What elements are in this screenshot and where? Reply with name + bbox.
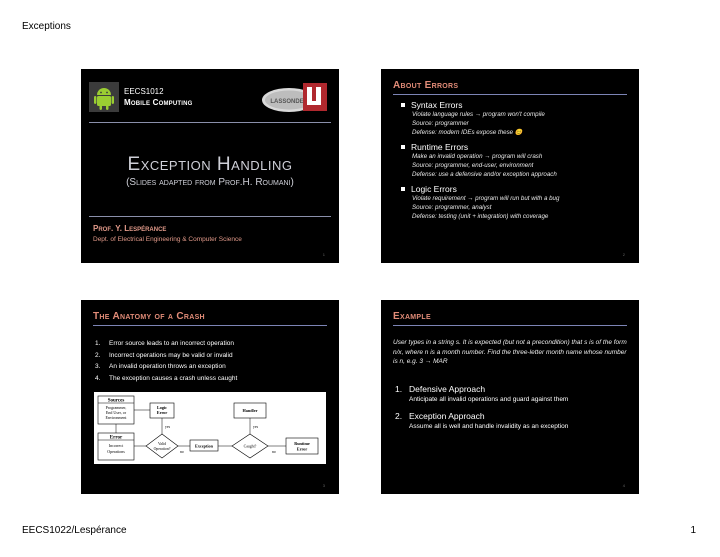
list-item: 2. Exception Approach Assume all is well and handle invalidity as an exception xyxy=(395,411,631,430)
svg-text:no: no xyxy=(180,450,184,454)
slide-title: The Anatomy of a Crash xyxy=(93,311,205,322)
list-item: 4. The exception causes a crash unless caught xyxy=(95,374,238,382)
bullet-item xyxy=(401,100,631,137)
page-number: 1 xyxy=(690,525,696,536)
title-rule xyxy=(393,94,627,95)
svg-text:Handler: Handler xyxy=(242,408,258,413)
bullet-detail: Violate language rules → program won't compile xyxy=(412,111,545,118)
title-rule xyxy=(93,325,327,326)
professor-name: Prof. Y. Lespérance xyxy=(93,224,167,233)
sources-title: Sources xyxy=(107,398,125,404)
department-name: Dept. of Electrical Engineering & Computer Science xyxy=(93,236,242,243)
divider xyxy=(89,122,331,123)
list-item: 3. An invalid operation throws an exception xyxy=(95,363,226,370)
bullet-detail: Source: programmer, end-user, environment xyxy=(412,162,534,169)
course-name: Mobile Computing xyxy=(124,98,193,107)
svg-text:yes: yes xyxy=(165,425,171,429)
svg-text:Environment: Environment xyxy=(105,415,127,420)
svg-text:End User, or: End User, or xyxy=(105,410,127,415)
logo-text: LASSONDE xyxy=(270,99,304,105)
slide-4 xyxy=(381,300,639,494)
slide-title: Example xyxy=(393,311,431,322)
bullet-detail: Defense: use a defensive and/or exception approach xyxy=(412,171,557,178)
bullet-detail: Defense: modern IDEs expose these 😊 xyxy=(412,129,523,136)
bullet-item xyxy=(401,184,631,221)
approach-detail: Assume all is well and handle invalidity as an exception xyxy=(409,423,569,430)
slide-number: 2 xyxy=(622,252,625,257)
bullet-list xyxy=(401,100,631,226)
svg-text:Error: Error xyxy=(296,446,308,452)
divider xyxy=(89,216,331,217)
android-logo-icon xyxy=(89,82,119,112)
bullet-square-icon xyxy=(401,103,405,107)
svg-text:Programmer,: Programmer, xyxy=(105,405,127,410)
valid-operation-diamond xyxy=(146,434,178,458)
crash-flow-diagram xyxy=(94,392,326,464)
slide-title: About Errors xyxy=(393,80,459,91)
bullet-square-icon xyxy=(401,187,405,191)
slide-number: 1 xyxy=(322,252,325,257)
lassonde-logo-icon xyxy=(259,81,329,115)
svg-text:Runtime: Runtime xyxy=(294,441,310,446)
svg-text:Exception: Exception xyxy=(195,443,213,449)
title-rule xyxy=(393,325,627,326)
slide-title: Exception Handling xyxy=(127,154,293,175)
list-item: 1. Defensive Approach Anticipate all invalid operations and guard against them xyxy=(395,384,631,403)
slide-number: 3 xyxy=(322,483,325,488)
bullet-detail: Source: programmer xyxy=(412,120,469,127)
approach-detail: Anticipate all invalid operations and guard against them xyxy=(409,396,569,403)
bullet-detail: Violate requirement → program will run but with a bug xyxy=(412,195,560,202)
slide-number: 4 xyxy=(622,483,625,488)
approach-list xyxy=(395,384,631,438)
bullet-item xyxy=(401,142,631,179)
numbered-list xyxy=(95,340,237,386)
svg-text:no: no xyxy=(272,450,276,454)
svg-text:Incorrect: Incorrect xyxy=(108,443,124,448)
bullet-heading: Syntax Errors xyxy=(411,100,463,110)
document-footer: EECS1022/Lespérance xyxy=(22,525,127,536)
svg-text:Logic: Logic xyxy=(156,405,168,410)
bullet-detail: Make an invalid operation → program will crash xyxy=(412,153,543,160)
slide-2 xyxy=(381,69,639,263)
list-item: 2. Incorrect operations may be valid or invalid xyxy=(95,351,233,359)
bullet-heading: Runtime Errors xyxy=(411,142,469,152)
svg-text:Valid: Valid xyxy=(157,442,167,446)
slide-1 xyxy=(81,69,339,263)
svg-text:Error: Error xyxy=(156,410,168,415)
approach-heading: Exception Approach xyxy=(409,411,485,421)
bullet-detail: Source: programmer, analyst xyxy=(412,204,492,211)
example-intro: User types in a string s. It is expected (but not a precondition) that s is of the form n/x, where n is a month number. Find the three-letter month name whose number is n, e.g. 3 → MAR xyxy=(393,339,627,365)
slide-3 xyxy=(81,300,339,494)
svg-text:Operations: Operations xyxy=(107,449,125,454)
document-header: Exceptions xyxy=(22,21,71,32)
bullet-heading: Logic Errors xyxy=(411,184,457,194)
bullet-square-icon xyxy=(401,145,405,149)
svg-text:yes: yes xyxy=(253,425,259,429)
svg-text:Operation?: Operation? xyxy=(153,447,171,451)
approach-heading: Defensive Approach xyxy=(409,384,486,394)
bullet-detail: Defense: testing (unit + integration) with coverage xyxy=(412,213,549,220)
slide-subtitle: (Slides adapted from Prof.H. Roumani) xyxy=(126,177,294,188)
course-code: EECS1012 xyxy=(124,87,164,96)
svg-text:Error: Error xyxy=(109,435,123,441)
list-item: 1. Error source leads to an incorrect operation xyxy=(95,340,235,347)
svg-text:Caught?: Caught? xyxy=(243,444,257,449)
